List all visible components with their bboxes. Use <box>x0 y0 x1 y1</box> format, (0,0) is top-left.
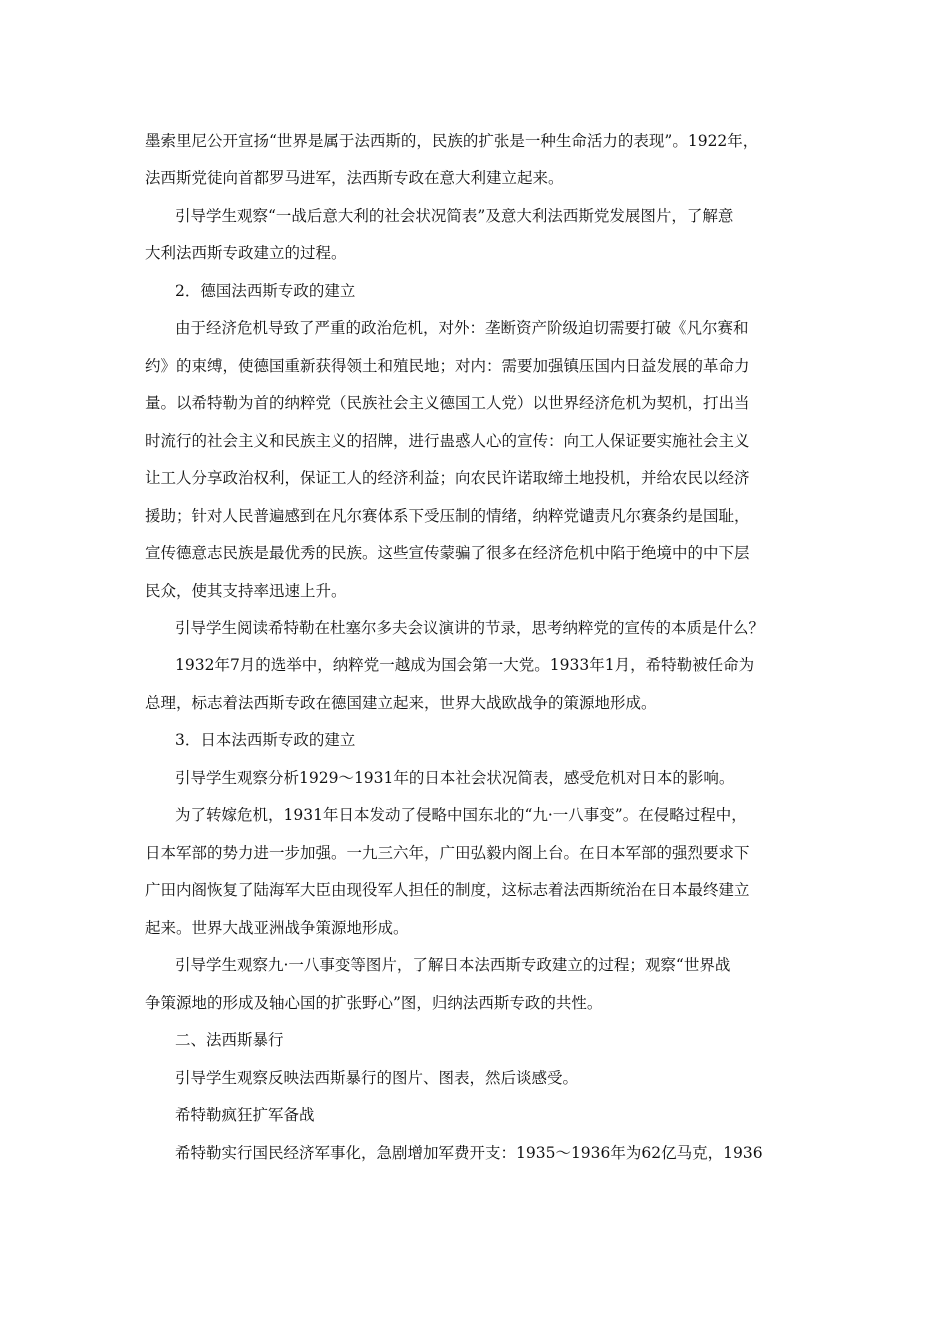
text-line: 法西斯党徒向首都罗马进军，法西斯专政在意大利建立起来。 <box>145 169 564 187</box>
text-line: 量。以希特勒为首的纳粹党（民族社会主义德国工人党）以世界经济危机为契机，打出当 <box>145 394 750 412</box>
text-line: 由于经济危机导致了严重的政治危机，对外：垄断资产阶级迫切需要打破《凡尔赛和 <box>175 319 749 337</box>
text-line: 约》的束缚，使德国重新获得领土和殖民地；对内：需要加强镇压国内日益发展的革命力 <box>145 357 750 375</box>
text-line: 希特勒疯狂扩军备战 <box>175 1106 315 1124</box>
text-line: 引导学生观察分析1929～1931年的日本社会状况简表，感受危机对日本的影响。 <box>175 769 735 787</box>
section-heading: 2．德国法西斯专政的建立 <box>175 282 356 300</box>
text-line: 起来。世界大战亚洲战争策源地形成。 <box>145 919 409 937</box>
text-line: 1932年7月的选举中，纳粹党一越成为国会第一大党。1933年1月，希特勒被任命为 <box>175 656 755 674</box>
text-line: 宣传德意志民族是最优秀的民族。这些宣传蒙骗了很多在经济危机中陷于绝境中的中下层 <box>145 544 750 562</box>
text-line: 让工人分享政治权利，保证工人的经济利益；向农民许诺取缔土地投机，并给农民以经济 <box>145 469 750 487</box>
text-line: 争策源地的形成及轴心国的扩张野心”图，归纳法西斯专政的共性。 <box>145 994 603 1012</box>
text-line: 墨索里尼公开宣扬“世界是属于法西斯的，民族的扩张是一种生命活力的表现”。1922年， <box>145 132 759 150</box>
text-line: 时流行的社会主义和民族主义的招牌，进行蛊惑人心的宣传：向工人保证要实施社会主义 <box>145 432 750 450</box>
text-line: 总理，标志着法西斯专政在德国建立起来，世界大战欧战争的策源地形成。 <box>145 694 657 712</box>
section-heading: 二、法西斯暴行 <box>175 1031 284 1049</box>
text-line: 引导学生观察九·一八事变等图片，了解日本法西斯专政建立的过程；观察“世界战 <box>175 956 731 974</box>
text-line: 广田内阁恢复了陆海军大臣由现役军人担任的制度，这标志着法西斯统治在日本最终建立 <box>145 881 750 899</box>
text-line: 希特勒实行国民经济军事化，急剧增加军费开支：1935～1936年为62亿马克，1936 <box>175 1144 763 1162</box>
text-line: 民众，使其支持率迅速上升。 <box>145 582 347 600</box>
text-line: 引导学生观察“一战后意大利的社会状况简表”及意大利法西斯党发展图片，了解意 <box>175 207 734 225</box>
text-line: 日本军部的势力进一步加强。一九三六年，广田弘毅内阁上台。在日本军部的强烈要求下 <box>145 844 750 862</box>
text-line: 引导学生阅读希特勒在杜塞尔多夫会议演讲的节录，思考纳粹党的宣传的本质是什么？ <box>175 619 765 637</box>
text-line: 引导学生观察反映法西斯暴行的图片、图表，然后谈感受。 <box>175 1069 579 1087</box>
text-line: 为了转嫁危机，1931年日本发动了侵略中国东北的“九·一八事变”。在侵略过程中， <box>175 806 747 824</box>
text-line: 援助；针对人民普遍感到在凡尔赛体系下受压制的情绪，纳粹党谴责凡尔赛条约是国耻， <box>145 507 750 525</box>
text-line: 大利法西斯专政建立的过程。 <box>145 244 347 262</box>
section-heading: 3．日本法西斯专政的建立 <box>175 731 356 749</box>
